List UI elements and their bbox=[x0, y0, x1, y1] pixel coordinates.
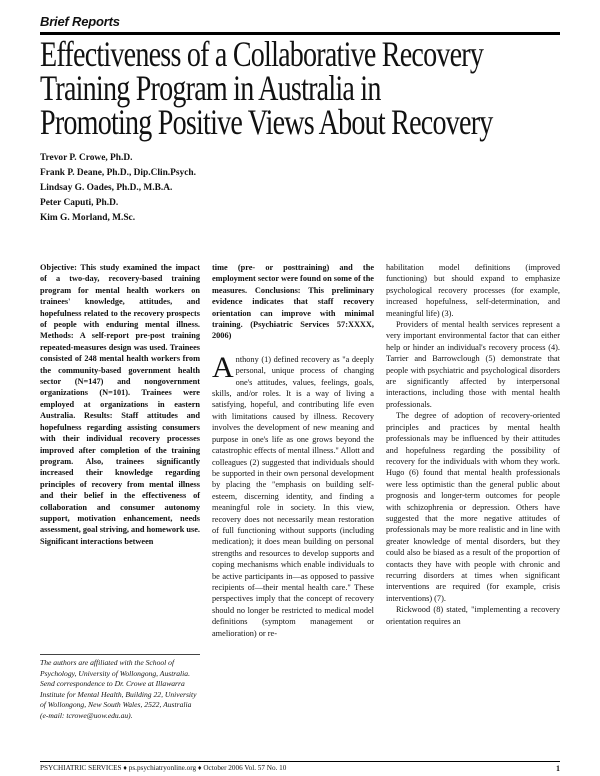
title-line: Training Program in Australia in bbox=[40, 68, 381, 108]
body-paragraph: Providers of mental health services represent a very important environmental factor that can either help or hinder an individual's recovery process (4). Tarrier and Barrowclough (5) demonstrate that people with psychiatric and psychological disorders are significantly affected by interpersonal interactions, including those with mental health professionals. bbox=[386, 320, 560, 409]
footer-rule bbox=[40, 761, 560, 762]
abstract-column bbox=[40, 262, 200, 547]
abstract-text: Objective: This study examined the impact of a two-day, recovery-based training program for mental health workers on trainees' knowledge, attitudes, and hopefulness related to the recovery prospects of people with enduring mental illness. Methods: A self-report pre-post training repeated-measures design was used. Trainees consisted of 248 mental health workers from the community-based government health sector (N=147) and nongovernment organizations (N=101). Trainees were employed at organizations in eastern Australia. Results: Staff attitudes and hopefulness regarding assisting consumers with their individual recovery processes improved after completion of the training program. Also, trainees significantly increased their knowledge regarding principles of recovery from mental illness and their belief in the effectiveness of collaboration and consumer autonomy support, motivation enhancement, needs assessment, goal striving, and homework use. Significant interactions between bbox=[40, 263, 200, 546]
body-paragraph: Anthony (1) defined recovery as "a deeply personal, unique process of changing one's attitudes, values, feelings, goals, skills, and/or roles. It is a way of living a satisfying, hopeful, and contributing life even with limitations caused by illness. Recovery involves the development of new meaning and purpose in one's life as one grows beyond the catastrophic effects of mental illness." Allott and colleagues (2) suggested that individuals should be supported in their own personal development by placing the "emphasis on building self-esteem, discerning identity, and finding a meaningful role in society. In this view, recovery does not necessarily mean restoration of full functioning without supports (including medication); it does mean building on personal strengths and resources to develop supports and coping mechanisms which enable individuals to be active participants in—as opposed to passive recipients of—their mental health care." These perspectives imply that the concept of recovery should no longer be restricted to medical model definitions (symptom management or amelioration) or re- bbox=[212, 350, 374, 638]
title-line: Promoting Positive Views About Recovery bbox=[40, 102, 493, 142]
title-line: Effectiveness of a Collaborative Recovery bbox=[40, 34, 484, 74]
journal-citation: PSYCHIATRIC SERVICES ♦ ps.psychiatryonline.org ♦ October 2006 Vol. 57 No. 10 bbox=[40, 764, 287, 772]
footnote-rule bbox=[40, 654, 200, 655]
body-paragraph: Rickwood (8) stated, "implementing a recovery orientation requires an bbox=[386, 605, 560, 626]
section-label: Brief Reports bbox=[40, 14, 120, 29]
author: Frank P. Deane, Ph.D., Dip.Clin.Psych. bbox=[40, 168, 196, 178]
page-footer bbox=[40, 764, 560, 773]
author-affiliation-footnote: The authors are affiliated with the School of Psychology, University of Wollongong, Australia. Send correspondence to Dr. Crowe at Illawarra Institute for Mental Health, Building 22, University of Wollongong, New South Wales, 2522, Australia (e-mail: tcrowe@uow.edu.au). bbox=[40, 658, 197, 720]
body-column-2 bbox=[212, 262, 374, 639]
body-paragraph: The degree of adoption of recovery-oriented principles and practices by mental health professionals may be influenced by their attitudes and hopefulness regarding the possibility of recovery for the individuals with whom they work. Hugo (6) found that mental health professionals were less optimistic than the general public about prognosis and longer-term outcomes for people with schizophrenia or depression. Others have suggested that the more negative attitudes of professionals may be more realistic and in line with greater knowledge of mental disorders, but they could also be biased as a result of the proportion of contacts they have with people with chronic and recurring disorders at times when significant interventions are required (for example, crisis interventions) (7). bbox=[386, 411, 560, 603]
author: Peter Caputi, Ph.D. bbox=[40, 198, 119, 208]
page-number: 1 bbox=[556, 764, 560, 773]
author: Trevor P. Crowe, Ph.D. bbox=[40, 153, 133, 163]
author-list bbox=[40, 151, 196, 226]
author: Lindsay G. Oades, Ph.D., M.B.A. bbox=[40, 183, 173, 193]
abstract-continuation: time (pre- or posttraining) and the employment sector were found on some of the measures. Conclusions: This preliminary evidence indicates that staff recovery orientation can improve with minimal training. (Psychiatric Services 57:XXXX, 2006) bbox=[212, 263, 374, 341]
body-paragraph: habilitation model definitions (improved functioning) but should expand to emphasize psychological recovery processes (for example, increased hopefulness, self-determination, and meaningful life) (3). bbox=[386, 263, 560, 318]
body-column-3 bbox=[386, 262, 560, 627]
author: Kim G. Morland, M.Sc. bbox=[40, 213, 136, 223]
article-title bbox=[40, 34, 493, 142]
